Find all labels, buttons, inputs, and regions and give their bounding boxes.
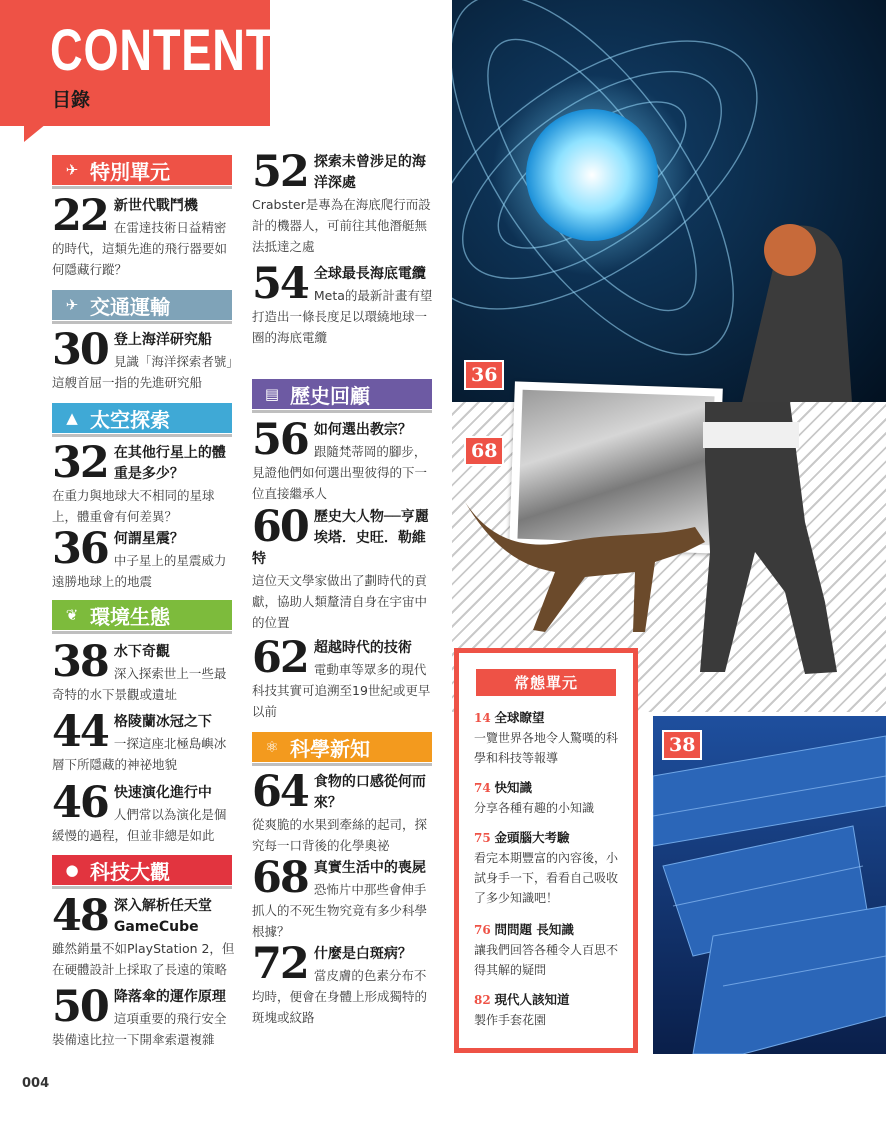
neutron-star-illustration <box>452 0 886 402</box>
entry-title: 超越時代的技術 <box>313 640 412 656</box>
entry-desc: 人們常以為演化是個緩慢的過程，但並非總是如此 <box>52 807 227 843</box>
entry-page-number: 68 <box>252 853 308 903</box>
regular-title: 現代人該知道 <box>494 992 570 1007</box>
underwater-image[interactable] <box>653 716 886 1054</box>
entry-desc: 這項重要的飛行安全裝備遠比拉一下開傘索還複雜 <box>52 1011 227 1047</box>
regular-page-number: 82 <box>474 993 491 1007</box>
page-number: 004 <box>22 1076 50 1091</box>
page-title: CONTENTS <box>50 18 306 83</box>
section-history[interactable] <box>252 379 432 409</box>
entry-title: 格陵蘭冰冠之下 <box>113 714 212 730</box>
regular-item-14[interactable] <box>474 708 626 768</box>
regular-page-number: 74 <box>474 781 491 795</box>
toc-entry-54[interactable] <box>252 259 436 348</box>
entry-desc: 從爽脆的水果到牽絲的起司，探究每一口背後的化學奧祕 <box>252 817 428 853</box>
regular-desc: 製作手套花園 <box>474 1013 547 1027</box>
section-environment[interactable] <box>52 600 232 630</box>
section-science[interactable] <box>252 732 432 762</box>
entry-page-number: 72 <box>252 939 308 989</box>
entry-desc: 在重力與地球大不相同的星球上，體重會有何差異？ <box>52 488 215 524</box>
page-tag-star[interactable]: 36 <box>464 360 504 390</box>
regular-item-75[interactable] <box>474 828 626 908</box>
entry-title: 什麼是白斑病？ <box>313 946 412 962</box>
toc-entry-68[interactable] <box>252 853 436 942</box>
toc-entry-44[interactable] <box>52 707 236 775</box>
toc-entry-30[interactable] <box>52 325 236 393</box>
toc-entry-36[interactable] <box>52 524 236 592</box>
entry-title: 歷史大人物──亨麗埃塔．史旺．勒維特 <box>252 509 429 567</box>
section-label: 科學新知 <box>290 736 370 761</box>
entry-title: 探索未曾涉足的海洋深處 <box>313 154 426 191</box>
toc-entry-52[interactable] <box>252 147 436 257</box>
entry-page-number: 52 <box>252 147 308 197</box>
entry-page-number: 64 <box>252 767 308 817</box>
toc-entry-46[interactable] <box>52 778 236 846</box>
section-label: 科技大觀 <box>90 859 170 884</box>
regular-desc: 讓我們回答各種令人百思不得其解的疑問 <box>474 943 619 977</box>
entry-title: 新世代戰鬥機 <box>113 198 198 214</box>
toc-entry-32[interactable] <box>52 438 236 527</box>
page-tag-underwater[interactable]: 38 <box>662 730 702 760</box>
toc-entry-62[interactable] <box>252 633 436 722</box>
entry-page-number: 36 <box>52 524 108 574</box>
underwater-ruins-illustration <box>653 716 886 1054</box>
regular-item-74[interactable] <box>474 778 626 818</box>
regular-desc: 分享各種有趣的小知識 <box>474 801 595 815</box>
section-tech[interactable] <box>52 855 232 885</box>
regular-item-82[interactable] <box>474 990 626 1030</box>
entry-page-number: 50 <box>52 982 108 1032</box>
section-label: 交通運輸 <box>90 294 170 319</box>
entry-page-number: 30 <box>52 325 108 375</box>
entry-title: 在其他行星上的體重是多少？ <box>113 445 226 482</box>
entry-page-number: 44 <box>52 707 108 757</box>
entry-desc: 當皮膚的色素分布不均時，便會在身體上形成獨特的斑塊或紋路 <box>252 968 428 1025</box>
section-special[interactable] <box>52 155 232 185</box>
regular-title: 金頭腦大考驗 <box>494 830 570 845</box>
entry-title: 如何選出教宗？ <box>313 422 412 438</box>
entry-title: 何謂星震？ <box>113 531 184 547</box>
regular-title: 問問題 長知識 <box>494 922 574 937</box>
regular-title: 全球瞭望 <box>494 710 545 725</box>
toc-entry-48[interactable] <box>52 891 236 980</box>
toc-entry-50[interactable] <box>52 982 236 1050</box>
entry-desc: 中子星上的星震威力遠勝地球上的地震 <box>52 553 227 589</box>
toc-entry-64[interactable] <box>252 767 436 856</box>
regular-desc: 看完本期豐富的內容後，小試身手一下，看看自己吸收了多少知識吧！ <box>474 851 619 905</box>
entry-title: 深入解析任天堂 GameCube <box>113 898 212 935</box>
entry-page-number: 38 <box>52 637 108 687</box>
toc-entry-22[interactable] <box>52 191 236 280</box>
atom-icon: ⚛ <box>265 738 279 756</box>
section-label: 太空探索 <box>90 407 170 432</box>
entry-title: 全球最長海底電纜 <box>313 266 426 282</box>
entry-title: 快速演化進行中 <box>113 785 212 801</box>
entry-desc: 雖然銷量不如PlayStation 2，但在硬體設計上採取了長遠的策略 <box>52 941 235 977</box>
section-label: 特別單元 <box>90 159 170 184</box>
entry-desc: Crabster是專為在海底爬行而設計的機器人，可前往其他潛艇無法抵達之處 <box>252 197 431 254</box>
regular-page-number: 14 <box>474 711 491 725</box>
regular-title: 快知識 <box>494 780 533 795</box>
entry-title: 食物的口感從何而來？ <box>313 774 426 811</box>
entry-page-number: 48 <box>52 891 108 941</box>
section-transport[interactable] <box>52 290 232 320</box>
entry-desc: 電動車等眾多的現代科技其實可追溯至19世紀或更早以前 <box>252 662 431 719</box>
entry-desc: 一探這座北極島嶼冰層下所隱藏的神祕地貌 <box>52 736 227 772</box>
entry-title: 真實生活中的喪屍 <box>313 860 426 876</box>
regular-page-number: 76 <box>474 923 491 937</box>
toc-entry-60[interactable] <box>252 502 436 633</box>
entry-desc: 深入探索世上一些最奇特的水下景觀或遺址 <box>52 666 227 702</box>
entry-desc: Meta的最新計畫有望打造出一條長度足以環繞地球一圈的海底電纜 <box>252 288 433 345</box>
jet-icon: ✈ <box>65 161 79 179</box>
entry-title: 登上海洋研究船 <box>113 332 212 348</box>
header-tail <box>24 124 46 142</box>
entry-page-number: 60 <box>252 502 308 552</box>
regular-desc: 一覽世界各地令人驚嘆的科學和科技等報導 <box>474 731 619 765</box>
regular-columns-title: 常態單元 <box>476 669 616 696</box>
regular-item-76[interactable] <box>474 920 626 980</box>
entry-desc: 恐怖片中那些會伸手抓人的不死生物究竟有多少科學根據？ <box>252 882 428 939</box>
entry-page-number: 46 <box>52 778 108 828</box>
page-tag-photo[interactable]: 68 <box>464 436 504 466</box>
section-label: 環境生態 <box>90 604 170 629</box>
section-space[interactable] <box>52 403 232 433</box>
page-subtitle: 目錄 <box>52 89 91 111</box>
entry-page-number: 22 <box>52 191 108 241</box>
toc-entry-56[interactable] <box>252 415 436 504</box>
entry-desc: 這位天文學家做出了劃時代的貢獻，協助人類釐清自身在宇宙中的位置 <box>252 573 428 630</box>
entry-desc: 跟隨梵蒂岡的腳步，見證他們如何選出聖彼得的下一位直接繼承人 <box>252 444 428 501</box>
entry-page-number: 56 <box>252 415 308 465</box>
toc-entry-72[interactable] <box>252 939 436 1028</box>
leaf-icon: ❦ <box>65 606 79 624</box>
rocket-icon: ▲ <box>66 409 78 427</box>
airplane-icon: ✈ <box>65 296 79 314</box>
regular-page-number: 75 <box>474 831 491 845</box>
zombie-dog-illustration <box>455 402 886 682</box>
neutron-star-image[interactable] <box>452 0 886 402</box>
entry-page-number: 62 <box>252 633 308 683</box>
section-label: 歷史回顧 <box>290 383 370 408</box>
lightbulb-icon: ● <box>65 861 79 879</box>
entry-page-number: 54 <box>252 259 308 309</box>
toc-entry-38[interactable] <box>52 637 236 705</box>
entry-page-number: 32 <box>52 438 108 488</box>
entry-title: 降落傘的運作原理 <box>113 989 226 1005</box>
entry-desc: 在雷達技術日益精密的時代，這類先進的飛行器要如何隱藏行蹤？ <box>52 220 228 277</box>
entry-title: 水下奇觀 <box>113 644 170 660</box>
entry-desc: 見識「海洋探索者號」這艘首屈一指的先進研究船 <box>52 354 233 390</box>
book-icon: ▤ <box>264 385 280 403</box>
